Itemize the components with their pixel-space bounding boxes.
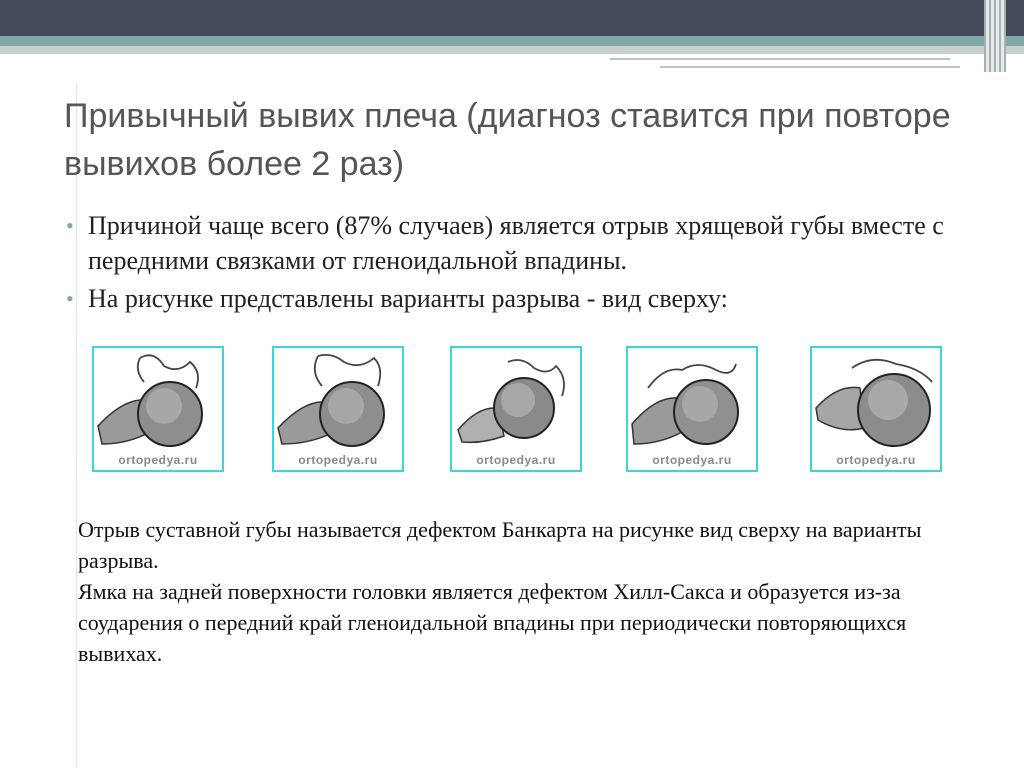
header-teal-band <box>0 36 1024 46</box>
bullet-text: Причиной чаще всего (87% случаев) является отрыв хрящевой губы вместе с передними связками от гленоидальной впадины. <box>88 211 944 275</box>
shoulder-figure-5 <box>810 346 942 472</box>
header-dark-bar <box>0 0 1024 36</box>
header-accent-line <box>660 66 960 68</box>
bullet-item <box>66 208 966 278</box>
caption-paragraph: Отрыв суставной губы называется дефектом Банкарта на рисунке вид сверху на варианты разрыва. <box>78 517 922 573</box>
figure-watermark: ortopedya.ru <box>652 453 732 467</box>
bullet-item <box>66 281 966 316</box>
bullet-icon: • <box>66 213 74 238</box>
figures-row <box>92 346 952 476</box>
figure-watermark: ortopedya.ru <box>298 453 378 467</box>
shoulder-illustration <box>94 348 222 470</box>
bullet-icon: • <box>66 286 74 311</box>
shoulder-figure-1 <box>92 346 224 472</box>
shoulder-illustration <box>452 348 580 470</box>
figure-watermark: ortopedya.ru <box>476 453 556 467</box>
corner-stripes <box>984 0 1006 72</box>
slide-title: Привычный вывих плеча (диагноз ставится при повторе вывихов более 2 раз) <box>64 97 951 183</box>
bullet-text: На рисунке представлены варианты разрыва - вид сверху: <box>88 284 728 313</box>
caption-paragraph: Ямка на задней поверхности головки является дефектом Хилл-Сакса и образуется из-за соударения о передний край гленоидальной впадины при периодически повторяющихся вывихах. <box>78 579 907 666</box>
bullet-list <box>66 208 966 319</box>
shoulder-figure-3 <box>450 346 582 472</box>
caption-block <box>78 514 958 669</box>
shoulder-illustration <box>274 348 402 470</box>
shoulder-illustration <box>812 348 940 470</box>
shoulder-figure-4 <box>626 346 758 472</box>
shoulder-illustration <box>628 348 756 470</box>
figure-watermark: ortopedya.ru <box>836 453 916 467</box>
figure-watermark: ortopedya.ru <box>118 453 198 467</box>
header-grey-band <box>0 46 1024 54</box>
header-accent-line <box>610 58 950 60</box>
shoulder-figure-2 <box>272 346 404 472</box>
